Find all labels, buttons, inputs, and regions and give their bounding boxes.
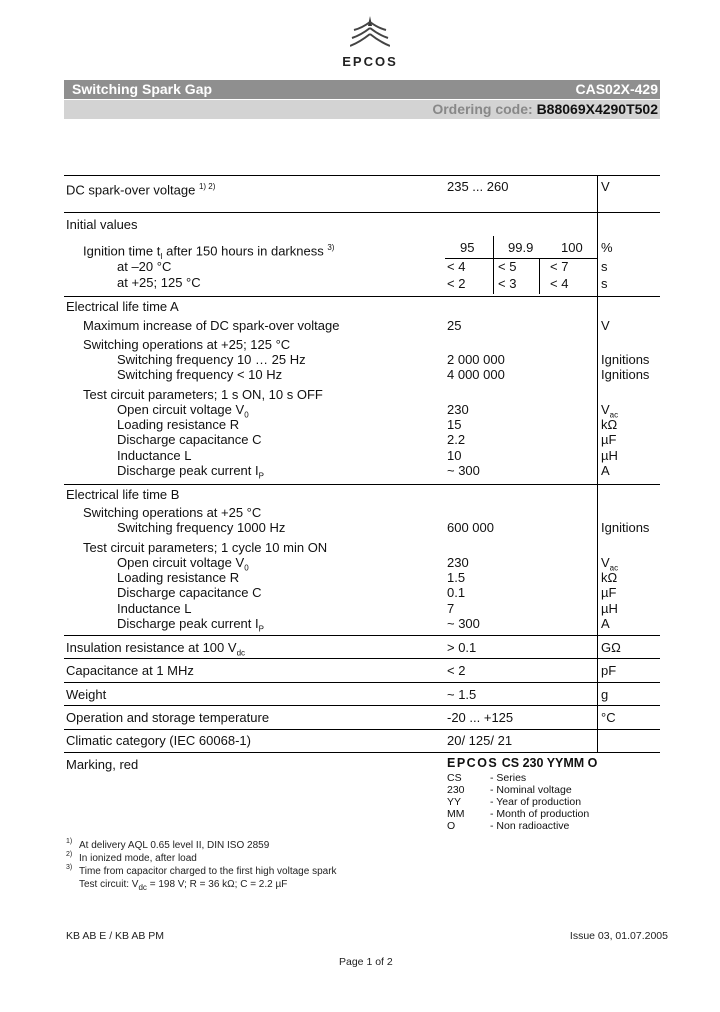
capacitance-label: Capacitance at 1 MHz [66,663,194,678]
footnote-2: In ionized mode, after load [79,853,197,864]
ignition-val: < 4 [550,276,569,291]
ind-b-unit: µH [601,601,618,616]
ordering-label: Ordering code: [432,101,533,117]
ignition-cols-unit: % [601,240,613,255]
ocv-b-unit: $V_{ac}$ [601,555,619,573]
ignition-row-unit: s [601,276,608,291]
ordering-band [64,100,660,119]
legend-key: MM [447,808,465,820]
row-divider [64,296,660,297]
ind-b-label: Inductance L [117,601,192,616]
capacitance-unit: pF [601,663,617,678]
ignition-val: < 5 [498,259,517,274]
ind-a-value: 10 [447,448,462,463]
switching-ops-a-label: Switching operations at +25; 125 °C [83,337,291,352]
dc-a-unit: µF [601,432,617,447]
marking-brand: EPCOS [447,756,499,770]
page-number: Page 1 of 2 [339,956,393,968]
dpc-a-label: Discharge peak current $I_P$ [117,463,264,481]
test-circuit-b-label: Test circuit parameters; 1 cycle 10 min ON [83,540,328,555]
legend-key: YY [447,796,462,808]
ocv-b-label: Open circuit voltage $V_0$ [117,555,249,573]
lr-a-value: 15 [447,417,462,432]
test-circuit-a-label: Test circuit parameters; 1 s ON, 10 s OFF [83,387,323,402]
ind-b-value: 7 [447,601,455,616]
dc-spark-label: DC spark-over voltage $^{1) 2)}$ [66,182,216,198]
product-title: Switching Spark Gap [72,81,213,97]
ignition-col-999: 99.9 [508,240,534,255]
temperature-label: Operation and storage temperature [66,710,270,725]
row-divider [64,682,660,683]
ordering-code: B88069X4290T502 [536,101,658,117]
subtable-rule [445,258,597,259]
epcos-logo [325,14,415,70]
row-divider [64,752,660,753]
part-number: CAS02X-429 [575,81,658,97]
lr-b-value: 1.5 [447,570,466,585]
lr-b-label: Loading resistance R [117,570,240,585]
max-increase-label: Maximum increase of DC spark-over voltage [83,318,340,333]
footer-left: KB AB E / KB AB PM [66,930,165,942]
unit-column-rule [597,175,598,753]
dpc-a-value: ~ 300 [447,463,480,478]
title-band [64,80,660,99]
climatic-value: 20/ 125/ 21 [447,733,513,748]
weight-unit: g [601,687,609,702]
dpc-b-value: ~ 300 [447,616,480,631]
ocv-a-value: 230 [447,402,469,417]
freq-b-unit: Ignitions [601,520,650,535]
temperature-value: -20 ... +125 [447,710,514,725]
freq2-unit: Ignitions [601,367,650,382]
legend-key: 230 [447,784,465,796]
climatic-label: Climatic category (IEC 60068-1) [66,733,251,748]
ocv-a-label: Open circuit voltage $V_0$ [117,402,249,420]
weight-label: Weight [66,687,107,702]
life-b-label: Electrical life time B [66,487,180,502]
freq2-label: Switching frequency < 10 Hz [117,367,283,382]
ignition-val: < 4 [447,259,466,274]
ignition-row-minus20: at –20 °C [117,259,172,274]
logo-text: EPCOS [342,54,398,69]
ind-a-unit: µH [601,448,618,463]
dc-spark-value: 235 ... 260 [447,179,509,194]
ocv-b-value: 230 [447,555,469,570]
marking-code: EPCOS CS 230 YYMM O [447,756,598,770]
marking-label: Marking, red [66,757,139,772]
dc-spark-unit: V [601,179,610,194]
dpc-b-unit: A [601,616,610,631]
freq1-unit: Ignitions [601,352,650,367]
footnote-1: At delivery AQL 0.65 level II, DIN ISO 2859 [79,840,270,851]
ocv-a-unit: $V_{ac}$ [601,402,619,420]
dc-b-value: 0.1 [447,585,466,600]
footnote-2-mark: 2) [66,851,73,858]
ordering-code-line [432,101,658,117]
ignition-col-100: 100 [561,240,583,255]
ignition-col-95: 95 [460,240,475,255]
max-increase-unit: V [601,318,610,333]
row-divider [64,729,660,730]
footnote-1-mark: 1) [66,838,73,845]
freq-b-value: 600 000 [447,520,494,535]
dc-a-value: 2.2 [447,432,466,447]
temperature-unit: °C [601,710,616,725]
ind-a-label: Inductance L [117,448,192,463]
legend-value: - Year of production [490,796,582,808]
ignition-val: < 3 [498,276,517,291]
legend-key: O [447,820,456,832]
ignition-row-unit: s [601,259,608,274]
max-increase-value: 25 [447,318,462,333]
dc-b-label: Discharge capacitance C [117,585,262,600]
switching-ops-b-label: Switching operations at +25 °C [83,505,262,520]
life-a-label: Electrical life time A [66,299,179,314]
legend-value: - Non radioactive [490,820,570,832]
epcos-triangle-icon [350,14,390,52]
row-divider [64,484,660,485]
legend-value: - Series [490,772,527,784]
lr-a-unit: kΩ [601,417,618,432]
footnote-3-mark: 3) [66,864,73,871]
ignition-val: < 2 [447,276,466,291]
legend-key: CS [447,772,462,784]
freq1-label: Switching frequency 10 … 25 Hz [117,352,306,367]
subtable-col-rule [493,236,494,294]
footer-right: Issue 03, 01.07.2005 [569,930,668,942]
ignition-val: < 7 [550,259,569,274]
freq2-value: 4 000 000 [447,367,505,382]
insulation-label: Insulation resistance at 100 $V_{dc}$ [66,640,246,658]
footnote-3: Time from capacitor charged to the first high voltage spark [79,866,337,877]
ignition-row-25-125: at +25; 125 °C [117,275,201,290]
weight-value: ~ 1.5 [447,687,477,702]
insulation-value: > 0.1 [447,640,477,655]
freq1-value: 2 000 000 [447,352,505,367]
insulation-unit: GΩ [601,640,621,655]
ignition-time-label: Ignition time $t_I$ after 150 hours in darkness $^{3)}$ [83,243,335,261]
dpc-a-unit: A [601,463,610,478]
dpc-b-label: Discharge peak current $I_P$ [117,616,264,634]
lr-b-unit: kΩ [601,570,618,585]
footnote-3-circuit: Test circuit: $V_{dc} = 198$ V; R = 36 kΩ; C = 2.2 µF [79,879,288,892]
row-divider [64,705,660,706]
dc-a-label: Discharge capacitance C [117,432,262,447]
initial-values-label: Initial values [66,217,138,232]
lr-a-label: Loading resistance R [117,417,240,432]
subtable-col-rule [539,258,540,294]
freq-b-label: Switching frequency 1000 Hz [117,520,286,535]
legend-value: - Month of production [490,808,590,820]
dc-b-unit: µF [601,585,617,600]
capacitance-value: < 2 [447,663,466,678]
legend-value: - Nominal voltage [490,784,572,796]
row-divider [64,212,660,213]
table-top-rule [64,175,660,176]
